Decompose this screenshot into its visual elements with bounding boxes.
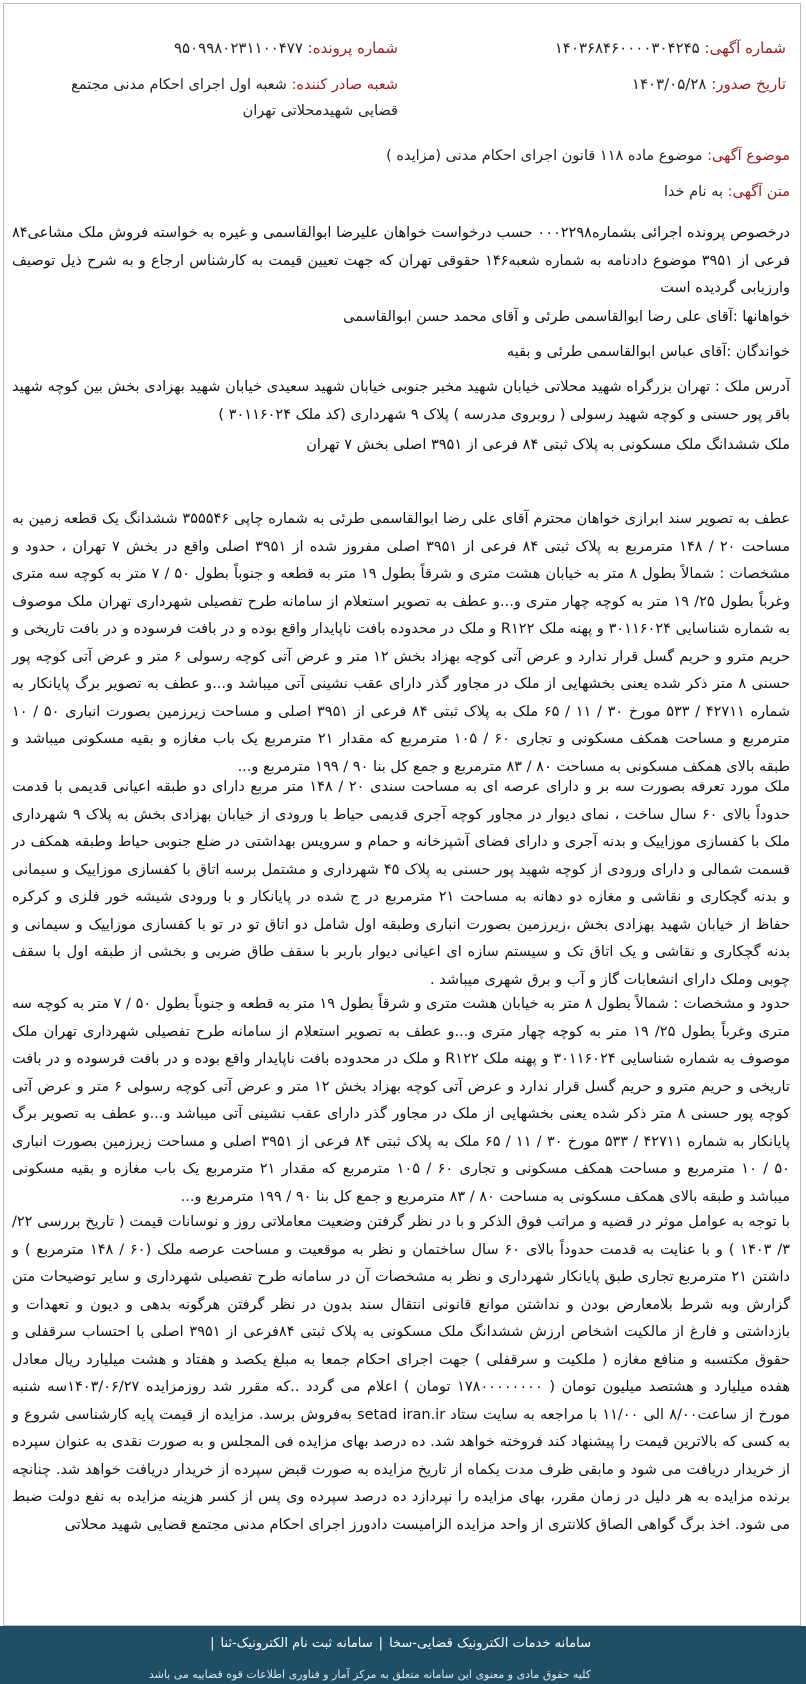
issue-date-row — [632, 74, 786, 94]
issuer-row — [28, 72, 398, 124]
notice-sheet — [3, 3, 801, 1626]
paragraph-plaintiffs: خواهانها :آقای علی رضا ابوالقاسمی طرئی و آقای محمد حسن ابوالقاسمی — [343, 309, 790, 325]
text-intro: به نام خدا — [663, 184, 723, 200]
paragraph-defendants: خواندگان :آقای عباس ابوالقاسمی طرئی و بقیه — [506, 344, 790, 360]
issue-date: ۱۴۰۳/۰۵/۲۸ — [631, 75, 707, 93]
paragraph-description: ملک مورد تعرفه بصورت سه بر و دارای عرصه ای به مساحت سندی ۲۰ / ۱۴۸ متر مربع دارای دو طبقه اعیانی قدیمی با قدمت حدوداً بالای ۶۰ سال ساخت ، نمای دیوار در مجاور کوچه آجری قدیمی حیاط با ورودی از خیابان بهزادی بخش به پلاک ۹ شهرداری ملک با کفسازی موزاییک و بدنه آجری و دارای فضای آشپزخانه و حمام و سرویس بهداشتی در ضلع جنوبی حیاط وطبقه همکف در قسمت شمالی و دارای ورودی از کوچه شهید پور حسنی به پلاک ۴۵ شهرداری و مشتمل برسه اتاق با کفسازی موزاییک و سیمانی و بدنه گچکاری و نقاشی و مغازه دو دهانه به مساحت ۲۱ مترمربع در ج شده در پایانکار و با ورودی شیشه خور فلزی و کرکره حفاظ از خیابان شهید بهزادی بخش ،زیرزمین بصورت انباری وطبقه اول شامل دو اتاق تو در تو با کفسازی موزاییک و سیمانی و بدنه گچکاری و نقاشی و یک اتاق تک و سیستم سازه ای اعیانی دیوار باربر با سقف طاق ضربی و بخشی از طبقه اول با سقف چوبی وملک دارای انشعابات گاز و آب و برق شهری میباشد . — [12, 779, 791, 988]
paragraph-valuation: با توجه به عوامل موثر در قضیه و مراتب فوق الذکر و با در نظر گرفتن وضعیت معاملاتی روز و نوسانات قیمت ( تاریخ بررسی ۲۲/ ۳/ ۱۴۰۳ ) و با عنایت به قدمت حدوداً بالای ۶۰ سال ساختمان و نظر به موقعیت و مساحت عرصه ملک (۶۰ / ۱۴۸ مترمربع ) و داشتن ۲۱ مترمربع تجاری طبق پایانکار شهرداری و نظر به مشخصات آن در سامانه طرح تفصیلی شهرداری و سایر توضیحات متن گزارش وبه شرط بلامعارض بودن و نداشتن موانع قانونی انتقال سند بدون در نظر گرفتن هرگونه بدهی و دیون و تعهدات و بازداشتی و فارغ از مالکیت اشخاص ارزش ششدانگ ملک مسکونی به پلاک ثبتی ۸۴فرعی از ۳۹۵۱ اصلی با احتساب سرقفلی و حقوق مکتسبه و منافع مغازه ( ملکیت و سرقفلی ) جهت اجرای احکام جمعا به مبلغ یکصد و هفتاد و هشت میلیارد ریال معادل هفده میلیارد و هشتصد میلیون تومان ( ۱۷۸۰۰۰۰۰۰۰۰ تومان ) اعلام می گردد ..که مقرر شد روزمزایده ۱۴۰۳/۰۶/۲۷سه شنبه مورخ از ساعت۸/۰۰ الی ۱۱/۰۰ با مراجعه به سایت ستاد setad iran.ir به‌فروش برسد. مزایده از قیمت پایه کارشناسی شروع و به کسی که بالاترین قیمت را پیشنهاد کند فروخته خواهد شد. ده درصد بهای مزایده فی المجلس و به صورت نقدی به عنوان سپرده از خریدار دریافت می شود و مابقی ظرف مدت یکماه از تاریخ مزایده به صورت قبض سپرده از خریدار دریافت خواهد شد. چنانچه برنده مزایده به هر دلیل در زمان مقرر، بهای مزایده را نپردازد ده درصد سپرده وی پس از کسر هزینه مزایده به نفع دولت ضبط می شود. اخذ برگ گواهی الصاق کلانتری از واحد مزایده الزامیست دادورز اجرای احکام مدنی مجتمع قضایی شهید محلاتی — [12, 1214, 791, 1533]
paragraph-deed: عطف به تصویر سند ابرازی خواهان محترم آقای علی رضا ابوالقاسمی طرئی به شماره چاپی ۳۵۵۵۴۶ ششدانگ یک قطعه زمین به مساحت ۲۰ / ۱۴۸ مترمربع به پلاک ثبتی ۸۴ فرعی از ۳۹۵۱ اصلی مفروز شده از ۳۹۵۱ اصلی واقع در بخش ۷ تهران ، حدود و مشخصات : شمالاً بطول ۸ متر به خیابان هشت متری و شرقاً بطول ۱۹ متر به قطعه و جنوباً بطول ۵۰ / ۷ متر به کوچه سه متری وغرباً بطول ۲۵/ ۱۹ متر به کوچه چهار متری و...و عطف به تصویر استعلام از سامانه طرح تفصیلی شهرداری تهران ملک موصوف به شماره شناسایی ۳۰۱۱۶۰۲۴ و پهنه ملک R۱۲۲ و ملک در محدوده بافت ناپایدار واقع بوده و در بافت فرسوده و در بافت تاریخی و حریم مترو و حریم گسل قرار ندارد و عرض آتی کوچه بهزاد بخش ۱۲ متر و عرض آتی کوچه رسولی ۶ متر و عرض آتی کوچه پور حسنی ۸ متر ذکر شده یعنی بخشهایی از ملک در مجاور گذر دارای عقب نشینی آتی میباشد و...و عطف به تصویر برگ پایانکار به شماره ۴۲۷۱۱ / ۵۳۳ مورخ ۳۰ / ۱۱ / ۶۵ ملک به پلاک ثبتی ۸۴ فرعی از ۳۹۵۱ اصلی و مساحت زیرزمین بصورت انباری ۵۰ / ۱۰ مترمربع و مساحت همکف مسکونی و تجاری ۶۰ / ۱۰۵ مترمربع که مقدار ۲۱ مترمربع یک باب مغازه و بقیه مسکونی میباشد و طبقه بالای همکف مسکونی به مساحت ۸۰ / ۸۳ مترمربع و جمع کل بنا ۹۰ / ۱۹۹ مترمربع و... — [12, 511, 791, 775]
footer-separator-trailing: | — [210, 1636, 215, 1651]
footer-link-sana[interactable]: سامانه ثبت نام الکترونیک-ثنا — [220, 1636, 373, 1651]
footer-separator: | — [378, 1636, 384, 1651]
paragraph-address: آدرس ملک : تهران بزرگراه شهید محلاتی خیابان شهید مخبر جنوبی خیابان شهید سعیدی خیابان شهید بهزادی بخش بین کوچه شهید باقر پور حسنی و کوچه شهید رسولی ( روبروی مدرسه ) پلاک ۹ شهرداری (کد ملک ۳۰۱۱۶۰۲۴ ) — [12, 379, 790, 423]
issuer-label: شعبه صادر کننده: — [291, 77, 398, 93]
case-number-label: شماره پرونده: — [307, 39, 398, 57]
paragraph-boundaries: حدود و مشخصات : شمالاً بطول ۸ متر به خیابان هشت متری و شرقاً بطول ۱۹ متر به قطعه و جنوباً بطول ۵۰ / ۷ متر به کوچه سه متری وغرباً بطول ۲۵/ ۱۹ متر به کوچه چهار متری و...و عطف به تصویر استعلام از سامانه طرح تفصیلی شهرداری تهران ملک موصوف به شماره شناسایی ۳۰۱۱۶۰۲۴ و پهنه ملک R۱۲۲ و ملک در محدوده بافت ناپایدار واقع بوده و در بافت فرسوده و در بافت تاریخی و حریم مترو و حریم گسل قرار ندارد و عرض آتی کوچه بهزاد بخش ۱۲ متر و عرض آتی کوچه رسولی ۶ متر و عرض آتی کوچه پور حسنی ۸ متر ذکر شده یعنی بخشهایی از ملک در مجاور گذر دارای عقب نشینی آتی میباشد و...و عطف به تصویر برگ پایانکار به شماره ۴۲۷۱۱ / ۵۳۳ مورخ ۳۰ / ۱۱ / ۶۵ ملک به پلاک ثبتی ۸۴ فرعی از ۳۹۵۱ اصلی و مساحت زیرزمین بصورت انباری ۵۰ / ۱۰ مترمربع و مساحت همکف مسکونی و تجاری ۶۰ / ۱۰۵ مترمربع که مقدار ۲۱ مترمربع یک باب مغازه و بقیه مسکونی میباشد و طبقه بالای همکف مسکونی به مساحت ۸۰ / ۸۳ مترمربع و جمع کل بنا ۹۰ / ۱۹۹ مترمربع و... — [12, 996, 791, 1205]
case-number-row — [174, 38, 398, 58]
footer-link-sakha[interactable]: سامانه خدمات الکترونیک قضایی-سخا — [389, 1636, 591, 1651]
case-number: ۹۵۰۹۹۸۰۲۳۱۱۰۰۴۷۷ — [173, 39, 303, 57]
paragraph-case: درخصوص پرونده اجرائی بشماره۰۰۰۲۲۹۸ حسب درخواست خواهان علیرضا ابوالقاسمی و غیره به خواسته فروش ملک مشاعی۸۴ فرعی از ۳۹۵۱ موضوع دادنامه به شماره شعبه۱۴۶ حقوقی تهران که جهت تعیین قیمت به کارشناس ارجاع و به شرح ذیل توصیف وارزیابی گردیده است — [12, 225, 791, 296]
ad-number-row — [555, 38, 786, 58]
ad-number: ۱۴۰۳۶۸۴۶۰۰۰۰۳۰۴۲۴۵ — [554, 39, 700, 57]
text-label: متن آگهی: — [727, 184, 790, 200]
text-row — [664, 184, 790, 200]
subject-row — [386, 148, 790, 164]
footer-links — [204, 1636, 591, 1651]
ad-number-label: شماره آگهی: — [704, 39, 786, 57]
footer-copyright: کلیه حقوق مادی و معنوی این سامانه متعلق به مرکز آمار و فناوری اطلاعات قوه قضاییه می باشد — [148, 1668, 591, 1681]
subject: موضوع ماده ۱۱۸ قانون اجرای احکام مدنی (مزایده ) — [386, 148, 703, 164]
issuer: شعبه اول اجرای احکام مدنی مجتمع قضایی شهیدمحلاتی تهران — [71, 77, 398, 119]
paragraph-property: ملک ششدانگ ملک مسکونی به پلاک ثبتی ۸۴ فرعی از ۳۹۵۱ اصلی بخش ۷ تهران — [306, 437, 790, 453]
subject-label: موضوع آگهی: — [707, 148, 790, 164]
issue-date-label: تاریخ صدور: — [711, 75, 786, 93]
site-footer — [0, 1626, 806, 1684]
